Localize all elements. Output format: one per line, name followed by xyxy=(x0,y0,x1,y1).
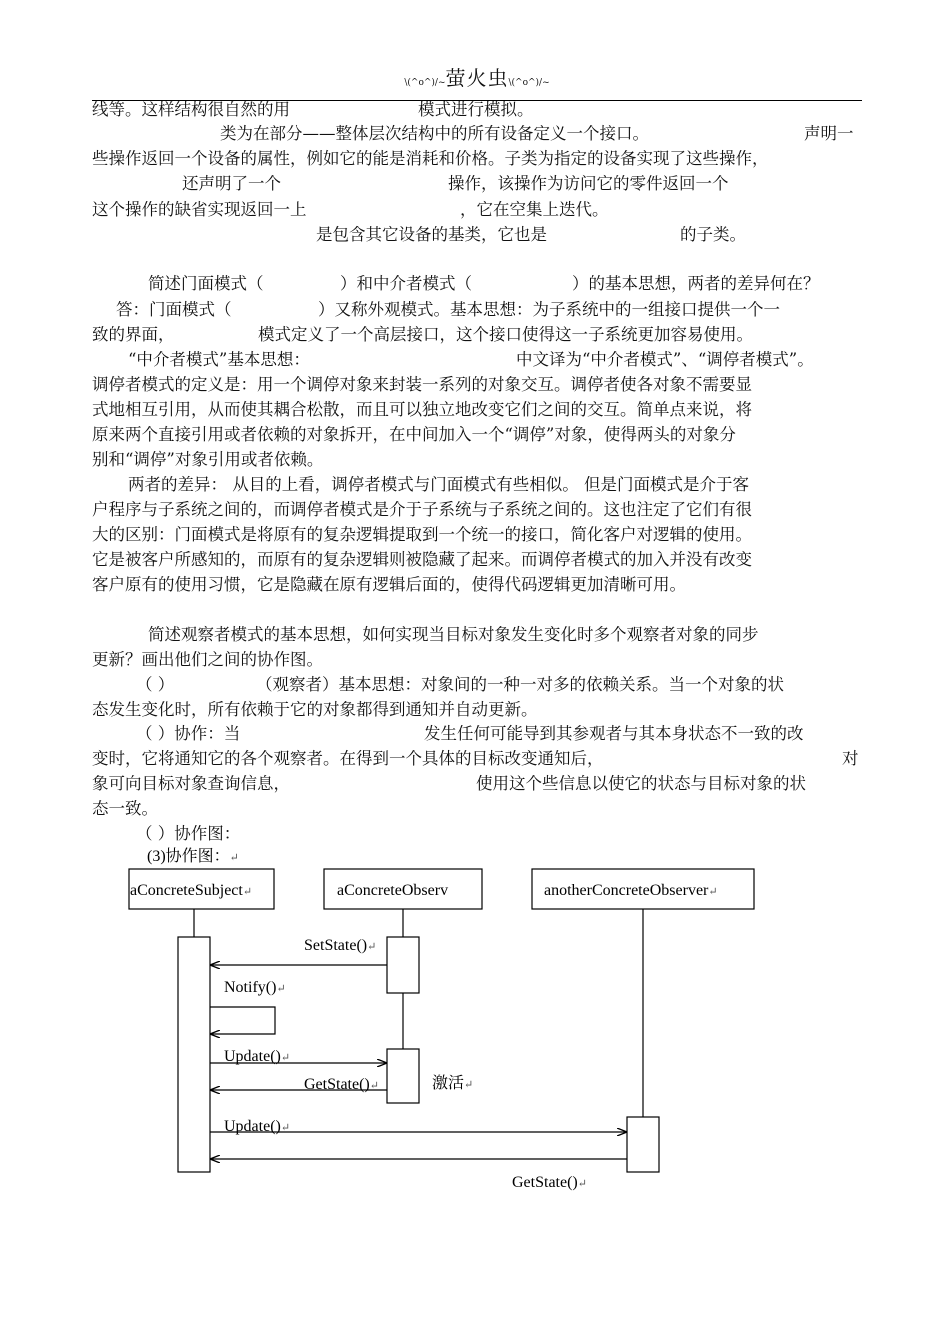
diagram-heading: （ ）协作图： xyxy=(136,824,241,843)
answer-line: 户程序与子系统之间的，而调停者模式是介于子系统与子系统之间的。这也注定了它们有很 xyxy=(92,500,752,519)
answer-line: 客户原有的使用习惯，它是隐藏在原有逻辑后面的，使得代码逻辑更加清晰可用。 xyxy=(92,575,686,594)
text-line: 些操作返回一个设备的属性，例如它的能是消耗和价格。子类为指定的设备实现了这些操作， xyxy=(92,149,769,168)
text-line: 操作，该操作为访问它的零件返回一个 xyxy=(448,174,729,193)
header-title: 萤火虫 xyxy=(445,66,509,90)
msg-notify-arrow xyxy=(210,1007,275,1034)
object-label-another-observer: anotherConcreteObserver↵ xyxy=(544,882,718,899)
activation-observer-2 xyxy=(387,1049,419,1103)
answer-line: 大的区别：门面模式是将原有的复杂逻辑提取到一个统一的接口，简化客户对逻辑的使用。 xyxy=(92,525,752,544)
answer-line: 变时，它将通知它的各个观察者。在得到一个具体的目标改变通知后， xyxy=(92,749,604,768)
msg-update-label: Update()↵ xyxy=(224,1048,291,1065)
answer-line: 调停者模式的定义是：用一个调停对象来封装一系列的对象交互。调停者使各对象不需要显 xyxy=(92,375,752,394)
answer-line: 式地相互引用，从而使其耦合松散，而且可以独立地改变它们之间的交互。简单点来说，将 xyxy=(92,400,752,419)
text-line: 的子类。 xyxy=(680,225,746,244)
msg-notify-label: Notify()↵ xyxy=(224,979,286,996)
answer-line: 象可向目标对象查询信息， xyxy=(92,774,290,793)
object-label-observer: aConcreteObserv xyxy=(337,882,449,899)
page-header xyxy=(92,62,862,101)
answer-line: 使用这个些信息以使它的状态与目标对象的状 xyxy=(476,774,806,793)
question-line: 简述观察者模式的基本思想，如何实现当目标对象发生变化时多个观察者对象的同步 xyxy=(148,625,759,644)
answer-line: 别和“调停”对象引用或者依赖。 xyxy=(92,450,324,469)
text-line: 还声明了一个 xyxy=(182,174,281,193)
answer-line: （ ） xyxy=(136,675,175,694)
answer-line: 对 xyxy=(842,749,859,768)
answer-line: 它是被客户所感知的，而原有的复杂逻辑则被隐藏了起来。而调停者模式的加入并没有改变 xyxy=(92,550,752,569)
msg-setstate-label: SetState()↵ xyxy=(304,937,377,954)
diagram-caption: (3)协作图：↵ xyxy=(147,848,239,865)
text-line: 线等。这样结构很自然的用 xyxy=(92,100,290,119)
text-line: 类为在部分——整体层次结构中的所有设备定义一个接口。 xyxy=(220,124,649,143)
answer-line: 两者的差异： 从目的上看，调停者模式与门面模式有些相似。 但是门面模式是介于客 xyxy=(128,475,749,494)
question-line: 更新？画出他们之间的协作图。 xyxy=(92,650,323,669)
answer-line: 态一致。 xyxy=(92,799,158,818)
msg-getstate-label: GetState()↵ xyxy=(304,1076,379,1093)
header-deco-left: \(^o^)/~ xyxy=(404,78,446,88)
msg-getstate2-label: GetState()↵ xyxy=(512,1174,587,1191)
header-deco-right: \(^o^)/~ xyxy=(508,78,550,88)
answer-line: “中介者模式”基本思想： xyxy=(128,350,310,369)
msg-update2-label: Update()↵ xyxy=(224,1118,291,1135)
answer-line: 原来两个直接引用或者依赖的对象拆开，在中间加入一个“调停”对象，使得两头的对象分 xyxy=(92,425,736,444)
answer-line: 中文译为“中介者模式”、“调停者模式”。 xyxy=(516,350,814,369)
text-line: 这个操作的缺省实现返回一上 xyxy=(92,200,307,219)
object-label-subject: aConcreteSubject↵ xyxy=(130,882,253,899)
collaboration-diagram xyxy=(0,840,950,1210)
answer-line: 答：门面模式（ xyxy=(116,300,232,319)
question-line: ）和中介者模式（ xyxy=(340,274,472,293)
text-line: 是包含其它设备的基类，它也是 xyxy=(316,225,547,244)
activation-another-observer xyxy=(627,1117,659,1172)
answer-line: （ ）协作：当 xyxy=(136,724,241,743)
activate-note: 激活↵ xyxy=(432,1073,474,1092)
answer-line: （观察者）基本思想：对象间的一种一对多的依赖关系。当一个对象的状 xyxy=(256,675,784,694)
answer-line: 致的界面， xyxy=(92,325,175,344)
answer-line: 态发生变化时，所有依赖于它的对象都得到通知并自动更新。 xyxy=(92,700,538,719)
activation-subject xyxy=(178,937,210,1172)
text-line: 声明一 xyxy=(804,124,854,143)
answer-line: ）又称外观模式。基本思想：为子系统中的一组接口提供一个一 xyxy=(318,300,780,319)
activation-observer-1 xyxy=(387,937,419,993)
text-line: 模式进行模拟。 xyxy=(418,100,534,119)
question-line: 简述门面模式（ xyxy=(148,274,264,293)
text-line: ，它在空集上迭代。 xyxy=(460,200,609,219)
answer-line: 模式定义了一个高层接口，这个接口使得这一子系统更加容易使用。 xyxy=(258,325,753,344)
answer-line: 发生任何可能导到其参观者与其本身状态不一致的改 xyxy=(424,724,804,743)
question-line: ）的基本思想，两者的差异何在？ xyxy=(572,274,820,293)
